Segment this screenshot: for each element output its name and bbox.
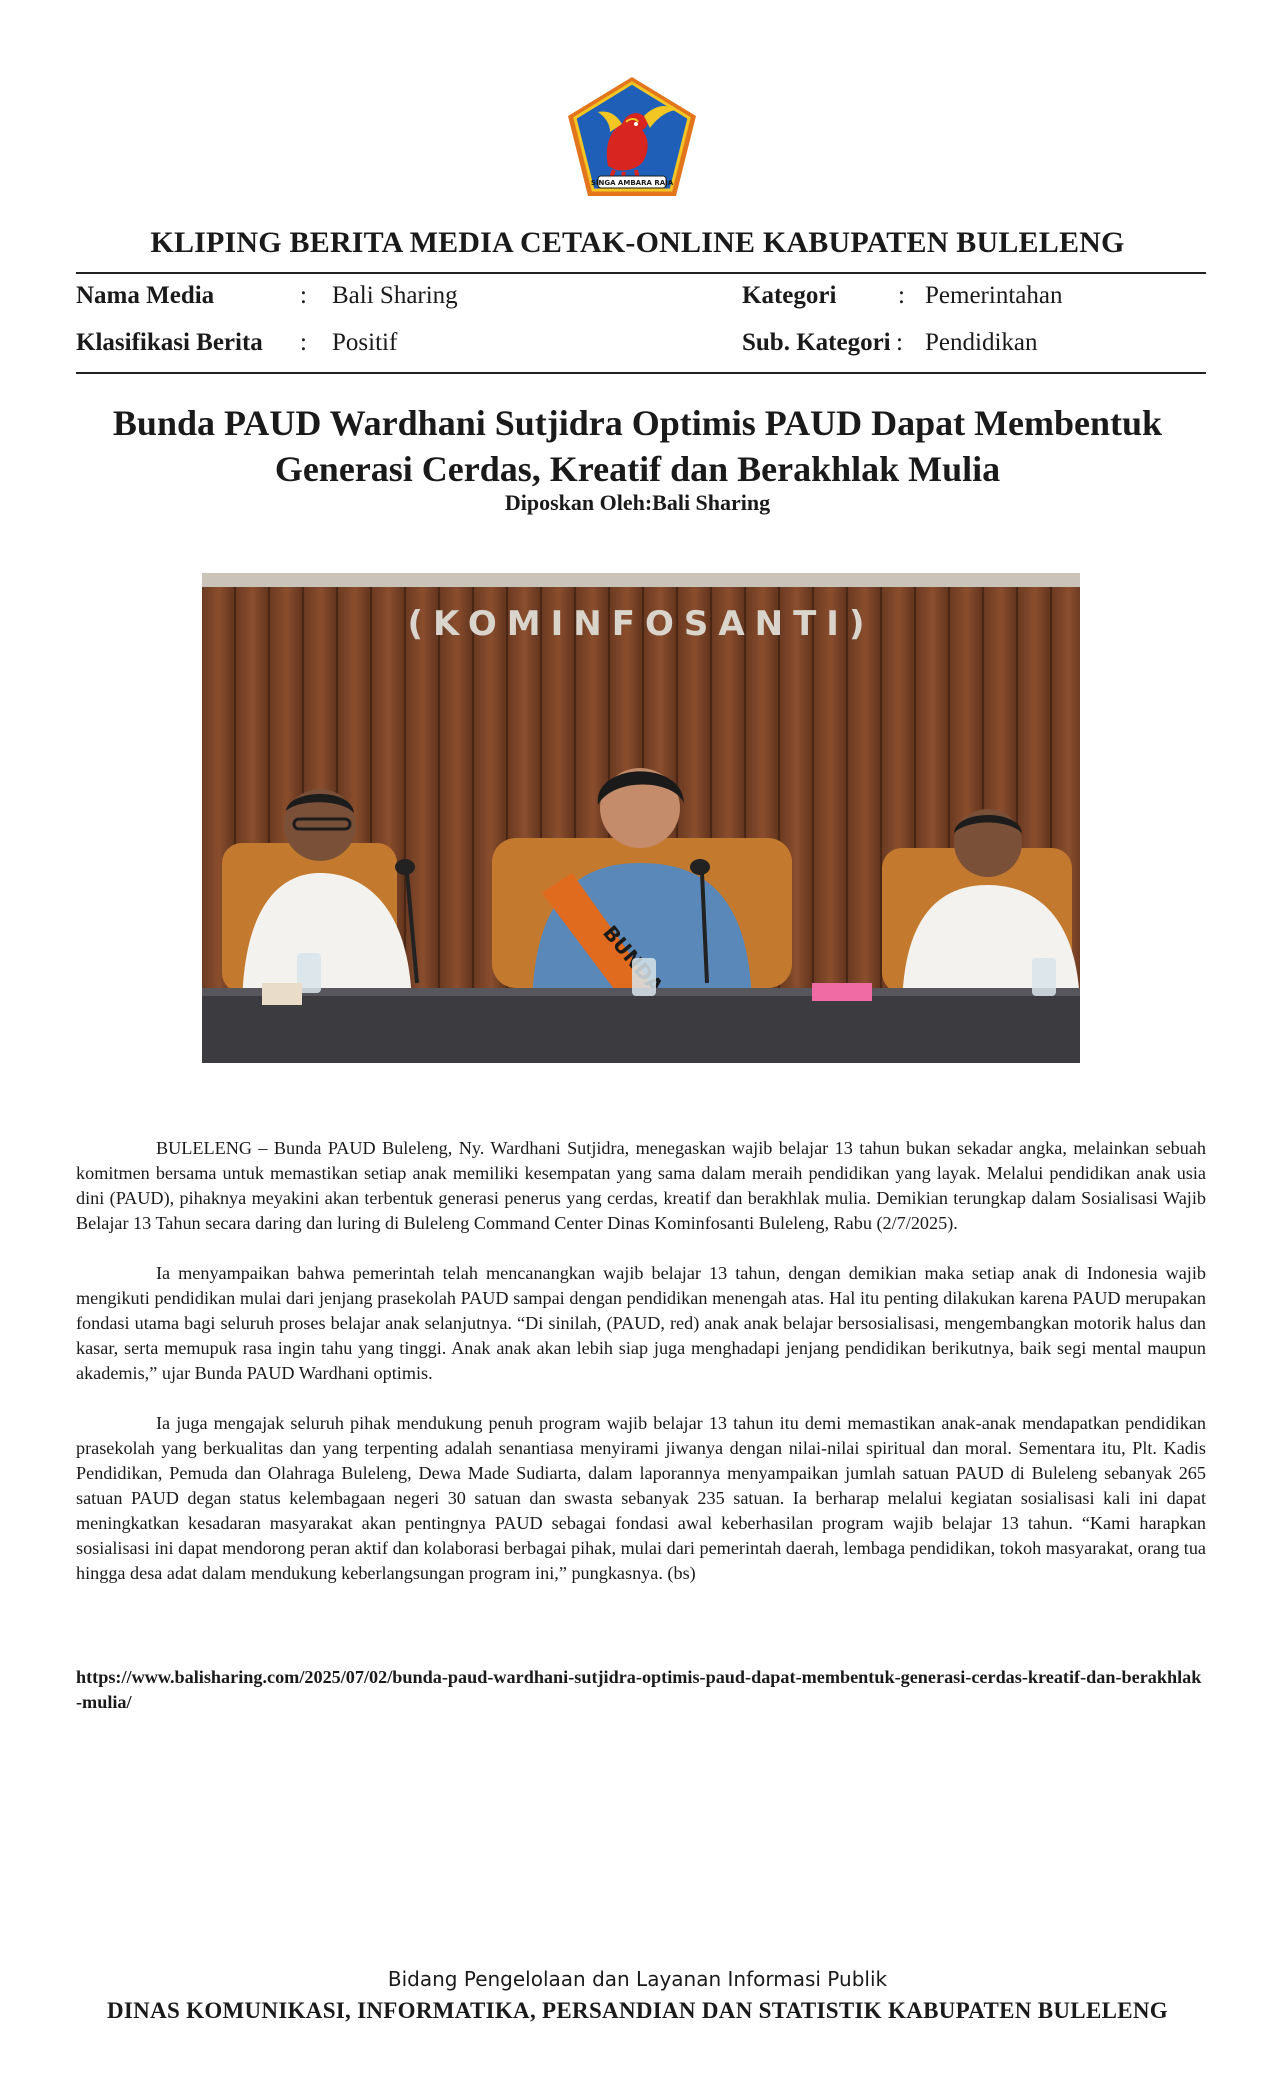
source-url-link[interactable]: https://www.balisharing.com/2025/07/02/bunda-paud-wardhani-sutjidra-optimis-paud-dapat-membentuk-generasi-cerdas-kreatif-dan-berakhlak-mulia/ (76, 1667, 1202, 1712)
sub-kategori-colon: : (896, 329, 903, 356)
footer-department: Bidang Pengelolaan dan Layanan Informasi Publik (387, 1967, 888, 1991)
nama-media-colon: : (300, 282, 307, 309)
nama-media-label: Nama Media (76, 282, 215, 309)
sub-kategori-label: Sub. Kategori (742, 329, 891, 356)
crest-icon (564, 74, 700, 200)
press-conference-photo (202, 573, 1080, 1063)
article-paragraph-1: BULELENG – Bunda PAUD Buleleng, Ny. Wardhani Sutjidra, menegaskan wajib belajar 13 tahun bukan sekadar angka, melainkan sebuah komitmen bersama untuk memastikan setiap anak memiliki kesempatan yang sama dalam meraih pendidikan yang layak. Melalui pendidikan anak usia dini (PAUD), pihaknya meyakini akan terbentuk generasi penerus yang cerdas, kreatif dan berakhlak mulia. Demikian terungkap dalam Sosialisasi Wajib Belajar 13 Tahun secara daring dan luring di Buleleng Command Center Dinas Kominfosanti Buleleng, Rabu (2/7/2025). (76, 1138, 1206, 1233)
header-divider-bottom (76, 372, 1206, 374)
footer-agency: DINAS KOMUNIKASI, INFORMATIKA, PERSANDIAN DAN STATISTIK KABUPATEN BULELENG (107, 1998, 1168, 2023)
crest-motto: SINGA AMBARA RAJA (590, 179, 674, 187)
clipping-header-title: KLIPING BERITA MEDIA CETAK-ONLINE KABUPATEN BULELENG (150, 226, 1125, 259)
article-title-line-2: Generasi Cerdas, Kreatif dan Berakhlak Mulia (274, 449, 1001, 489)
klasifikasi-label: Klasifikasi Berita (76, 329, 263, 356)
header-divider-top (76, 272, 1206, 274)
article-photo (202, 573, 1080, 1063)
article-paragraph-2: Ia menyampaikan bahwa pemerintah telah mencanangkan wajib belajar 13 tahun, dengan demikian maka setiap anak di Indonesia wajib mengikuti pendidikan mulai dari jenjang prasekolah PAUD sampai dengan pendidikan menengah atas. Hal itu penting dilakukan karena PAUD merupakan fondasi utama bagi seluruh proses belajar anak selanjutnya. “Di sinilah, (PAUD, red) anak anak belajar bersosialisasi, mengembangkan motorik halus dan kasar, serta memupuk rasa ingin tahu yang tinggi. Anak anak akan lebih siap juga menghadapi jenjang pendidikan berikutnya, baik segi mental maupun akademis,” ujar Bunda PAUD Wardhani optimis. (76, 1263, 1206, 1383)
article-title-line-1: Bunda PAUD Wardhani Sutjidra Optimis PAUD Dapat Membentuk (112, 403, 1163, 443)
klasifikasi-value: Positif (332, 329, 398, 356)
article-byline: Diposkan Oleh:Bali Sharing (504, 490, 771, 515)
article-body (76, 1136, 1206, 1611)
article-paragraph-3: Ia juga mengajak seluruh pihak mendukung penuh program wajib belajar 13 tahun itu demi memastikan anak-anak mendapatkan pendidikan prasekolah yang berkualitas dan yang terpenting adalah senantiasa menyirami jiwanya dengan nilai-nilai spiritual dan moral. Sementara itu, Plt. Kadis Pendidikan, Pemuda dan Olahraga Buleleng, Dewa Made Sudiarta, dalam laporannya menyampaikan jumlah satuan PAUD di Buleleng sebanyak 265 satuan PAUD degan status kelembagaan negeri 30 satuan dan swasta sebanyak 235 satuan. Ia berharap melalui kegiatan sosialisasi kali ini dapat meningkatkan kesadaran masyarakat akan pentingnya PAUD sebagai fondasi awal keberhasilan program wajib belajar 13 tahun. “Kami harapkan sosialisasi ini dapat mendorong peran aktif dan kolaborasi berbagai pihak, mulai dari pemerintah daerah, lembaga pendidikan, tokoh masyarakat, orang tua hingga desa adat dalam mendukung keberlangsungan program ini,” pungkasnya. (bs) (76, 1413, 1206, 1583)
article-title (90, 400, 1185, 492)
kategori-value: Pemerintahan (925, 282, 1063, 309)
nama-media-value: Bali Sharing (332, 282, 458, 309)
kategori-colon: : (898, 282, 905, 309)
kategori-label: Kategori (742, 282, 837, 309)
wall-sign-text: (KOMINFOSANTI) (407, 604, 875, 644)
klasifikasi-colon: : (300, 329, 307, 356)
sub-kategori-value: Pendidikan (925, 329, 1038, 356)
buleleng-crest-logo (564, 74, 700, 200)
